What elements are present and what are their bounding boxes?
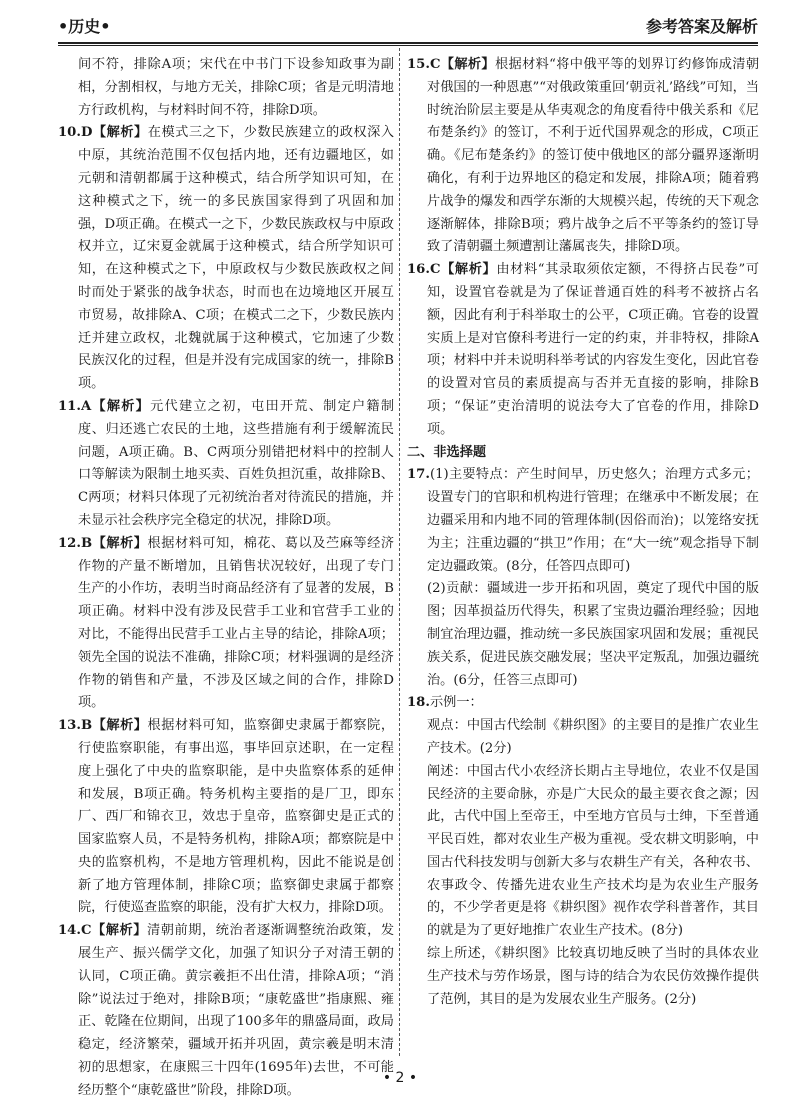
analysis-tag: 【解析】 <box>91 398 151 414</box>
answer-10 <box>58 122 394 396</box>
analysis-tag: 【解析】 <box>92 718 148 734</box>
answer-number: 17. <box>407 467 430 483</box>
right-column <box>407 54 759 1054</box>
answer-text: (1)主要特点：产生时间早，历史悠久；治理方式多元；设置专门的官职和机构进行管理；在继承中不断发展；在边疆采用和内地不同的管理体制(因俗而治)；以笼络安抚为主；注重边疆的“拱卫”作用；在“大一统”观念指导下制定边疆政策。(8分，任答四点即可) <box>427 467 759 574</box>
answer-text: 由材料“其录取须依定额，不得挤占民卷”可知，设置官卷就是为了保证普通百姓的科考不被挤占名额，因此有利于科举取士的公平，C项正确。官卷的设置实质上是对官僚科考进行一定的约束，并非特权，排除A项；材料中并未说明科举考试的内容发生变化，因此官卷的设置对官员的素质提高与否并无直接的影响，排除B项；“保证”吏治清明的说法夸大了官卷的作用，排除D项。 <box>427 262 760 437</box>
page-header <box>58 10 758 40</box>
answer-number: 14.C <box>58 923 92 939</box>
answer-text: 示例一： <box>429 695 483 711</box>
answer-text: 在模式三之下，少数民族建立的政权深入中原，其统治范围不仅包括内地，还有边疆地区，如元朝和清朝都属于这种模式，结合所学知识可知，在这种模式之下，统一的多民族国家得到了巩固和加强，D项正确。在模式一之下，少数民族政权与中原政权并立，辽宋夏金就属于这种模式，结合所学知识可知，在这种模式之下，中原政权与少数民族政权之间时而处于紧张的战争状态，时而也在边境地区开展互市贸易，故排除A、C项；在模式二之下，少数民族内迁并建立政权，北魏就属于这种模式，它加速了少数民族汉化的过程，但是并没有完成国家的统一，排除B项。 <box>78 125 395 392</box>
answer-18-summary: 综上所述，《耕织图》比较真切地反映了当时的具体农业生产技术与劳作场景，图与诗的结合为农民仿效操作提供了范例，其目的是为发展农业生产服务。(2分) <box>427 946 759 1007</box>
answer-17-part1 <box>407 464 759 578</box>
header-title: 参考答案及解析 <box>645 16 758 36</box>
answer-text: 根据材料“将中俄平等的划界订约修饰成清朝对俄国的一种恩惠”“对俄政策重回‘朝贡礼’路线”可知，当时统治阶层主要是从华夷观念的角度看待中俄关系和《尼布楚条约》的签订，不利于近代国界观念的形成，C项正确。《尼布楚条约》的签订使中俄地区的部分疆界逐渐明确化，有利于边界地区的稳定和发展，排除A项；随着鸦片战争的爆发和西学东渐的大规模兴起，传统的天下观念逐渐解体，排除B项；鸦片战争之后不平等条约的签订导致了清朝疆土频遭割让藩属丧失，排除D项。 <box>427 57 760 255</box>
answer-number: 16.C <box>407 262 441 278</box>
answer-16 <box>407 259 759 441</box>
answer-15 <box>407 54 759 259</box>
analysis-tag: 【解析】 <box>440 57 495 72</box>
answer-text: 元代建立之初，屯田开荒、制定户籍制度、归还逃亡农民的土地，这些措施有利于缓解流民问题，A项正确。B、C两项分别错把材料中的控制人口等解读为限制土地买卖、百姓负担沉重，故排除B、C两项；材料只体现了元初统治者对待流民的措施，并未显示社会秩序完全稳定的状况，排除D项。 <box>78 398 395 528</box>
section-title: 二、非选择题 <box>407 444 487 460</box>
answer-text: 根据材料可知，监察御史隶属于都察院，行使监察职能，有事出巡，事毕回京述职，在一定程度上强化了中央的监察职能，是中央监察体系的延伸和发展，B项正确。特务机构主要指的是厂卫，即东厂、西厂和锦衣卫，效忠于皇帝，监察御史是正式的国家监察人员，不是特务机构，排除A项；都察院是中央的监察机构，不是地方管理机构，因此不能说是创新了地方管理体制，排除C项；监察御史隶属于都察院，行使巡查监察的职能，没有扩大权力，排除D项。 <box>78 718 395 916</box>
answer-18-view: 观点：中国古代绘制《耕织图》的主要目的是推广农业生产技术。(2分) <box>427 718 759 756</box>
answer-number: 15.C <box>407 57 441 72</box>
answer-number: 10.D <box>58 125 93 141</box>
column-divider <box>399 48 400 1056</box>
analysis-tag: 【解析】 <box>91 923 148 939</box>
page-number: • 2 • <box>382 1070 418 1086</box>
answer-number: 11.A <box>58 398 92 414</box>
analysis-tag: 【解析】 <box>440 262 497 278</box>
answer-18-intro <box>407 692 759 715</box>
answer-11 <box>58 396 394 533</box>
left-column <box>58 54 395 1098</box>
continued-text: 间不符，排除A项；宋代在中书门下设参知政事为副相，分割相权，与地方无关，排除C项；省是元明清地方行政机构，与材料时间不符，排除D项。 <box>78 57 394 118</box>
answer-13 <box>58 715 394 920</box>
subject-label: •历史• <box>58 16 111 36</box>
answer-number: 13.B <box>58 718 93 734</box>
answer-17-part2: (2)贡献：疆域进一步开拓和巩固，奠定了现代中国的版图；因革损益历代得失，积累了宝贵边疆治理经验；因地制宜治理边疆，推动统一多民族国家巩固和发展；重视民族关系，促进民族交融发展；坚决平定叛乱，加强边疆统治。(6分，任答三点即可) <box>427 581 759 688</box>
analysis-tag: 【解析】 <box>92 535 148 551</box>
answer-text: 清朝前期，统治者逐渐调整统治政策，发展生产、振兴儒学文化，加强了知识分子对清王朝的认同，C项正确。黄宗羲拒不出仕清，排除A项；“消除”说法过于绝对，排除B项；“康乾盛世”指康熙、雍正、乾隆在位期间，出现了100多年的鼎盛局面，政局稳定，经济繁荣，疆域开拓并巩固，黄宗羲是明末清初的思想家，在康熙三十四年(1695年)去世，不可能经历整个“康乾盛世”阶段，排除D项。 <box>78 923 395 1098</box>
header-rule <box>58 42 758 44</box>
analysis-tag: 【解析】 <box>92 125 148 141</box>
answer-18-explain: 阐述：中国古代小农经济长期占主导地位，农业不仅是国民经济的主要命脉，亦是广大民众的最主要衣食之源；因此，古代中国上至帝王，中至地方官员与士绅，下至普通平民百姓，都对农业生产极为重视。受农耕文明影响，中国古代科技发明与创新大多与农耕生产有关，各种农书、农事政令、传播先进农业生产技术均是为农业生产服务的，不少学者更是将《耕织图》视作农学科普著作，其目的就是为了更好地推广农业生产技术。(8分) <box>427 763 759 939</box>
header-rule-thin <box>58 45 758 46</box>
answer-number: 18. <box>407 695 430 711</box>
answer-number: 12.B <box>58 535 93 551</box>
answer-12 <box>58 533 394 715</box>
answer-text: 根据材料可知，棉花、葛以及苎麻等经济作物的产量不断增加，且销售状况较好，出现了专门生产的小作坊，表明当时商品经济有了显著的发展，B项正确。材料中没有涉及民营手工业和官营手工业的对比，不能得出民营手工业占主导的结论，排除A项；领先全国的说法不准确，排除C项；材料强调的是经济作物的销售和产量，不涉及区域之间的合作，排除D项。 <box>78 535 395 711</box>
